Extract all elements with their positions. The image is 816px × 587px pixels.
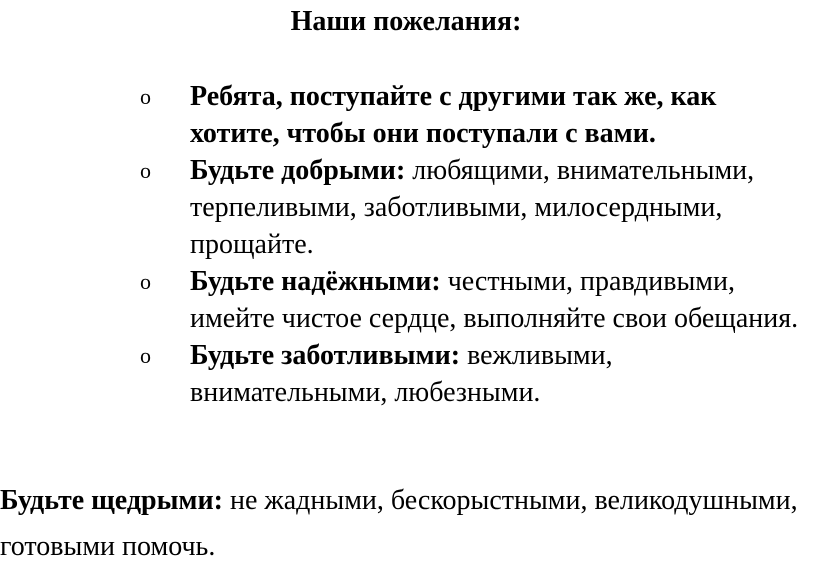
list-item-text: любящими, внимательными, терпеливыми, заботливыми, милосердными, прощайте.	[190, 155, 755, 260]
list-item-bold: Ребята, поступайте с другими так же, как хотите, чтобы они поступали с вами.	[190, 81, 717, 149]
list-item-text: честными, правдивыми, имейте чистое сердце, выполняйте свои обещания.	[190, 266, 799, 334]
list-item	[140, 152, 812, 263]
bullet-icon: o	[140, 158, 151, 183]
list-item-bold: Будьте надёжными:	[190, 266, 441, 297]
list-item-bold: Будьте заботливыми:	[190, 340, 461, 371]
wishes-list	[140, 78, 812, 411]
page-title-text: Наши пожелания:	[290, 6, 522, 37]
bullet-icon: o	[140, 343, 151, 368]
list-item	[140, 78, 812, 152]
closing-paragraph	[0, 478, 812, 570]
page-title	[0, 4, 816, 40]
bullet-icon: o	[140, 269, 151, 294]
bullet-icon: o	[140, 84, 151, 109]
closing-text: не жадными, бескорыстными, великодушными, готовыми помочь.	[0, 485, 798, 562]
list-item-text: вежливыми, внимательными, любезными.	[190, 340, 613, 408]
closing-bold: Будьте щедрыми:	[0, 485, 223, 516]
list-item	[140, 263, 812, 337]
list-item-bold: Будьте добрыми:	[190, 155, 406, 186]
list-item	[140, 337, 812, 411]
